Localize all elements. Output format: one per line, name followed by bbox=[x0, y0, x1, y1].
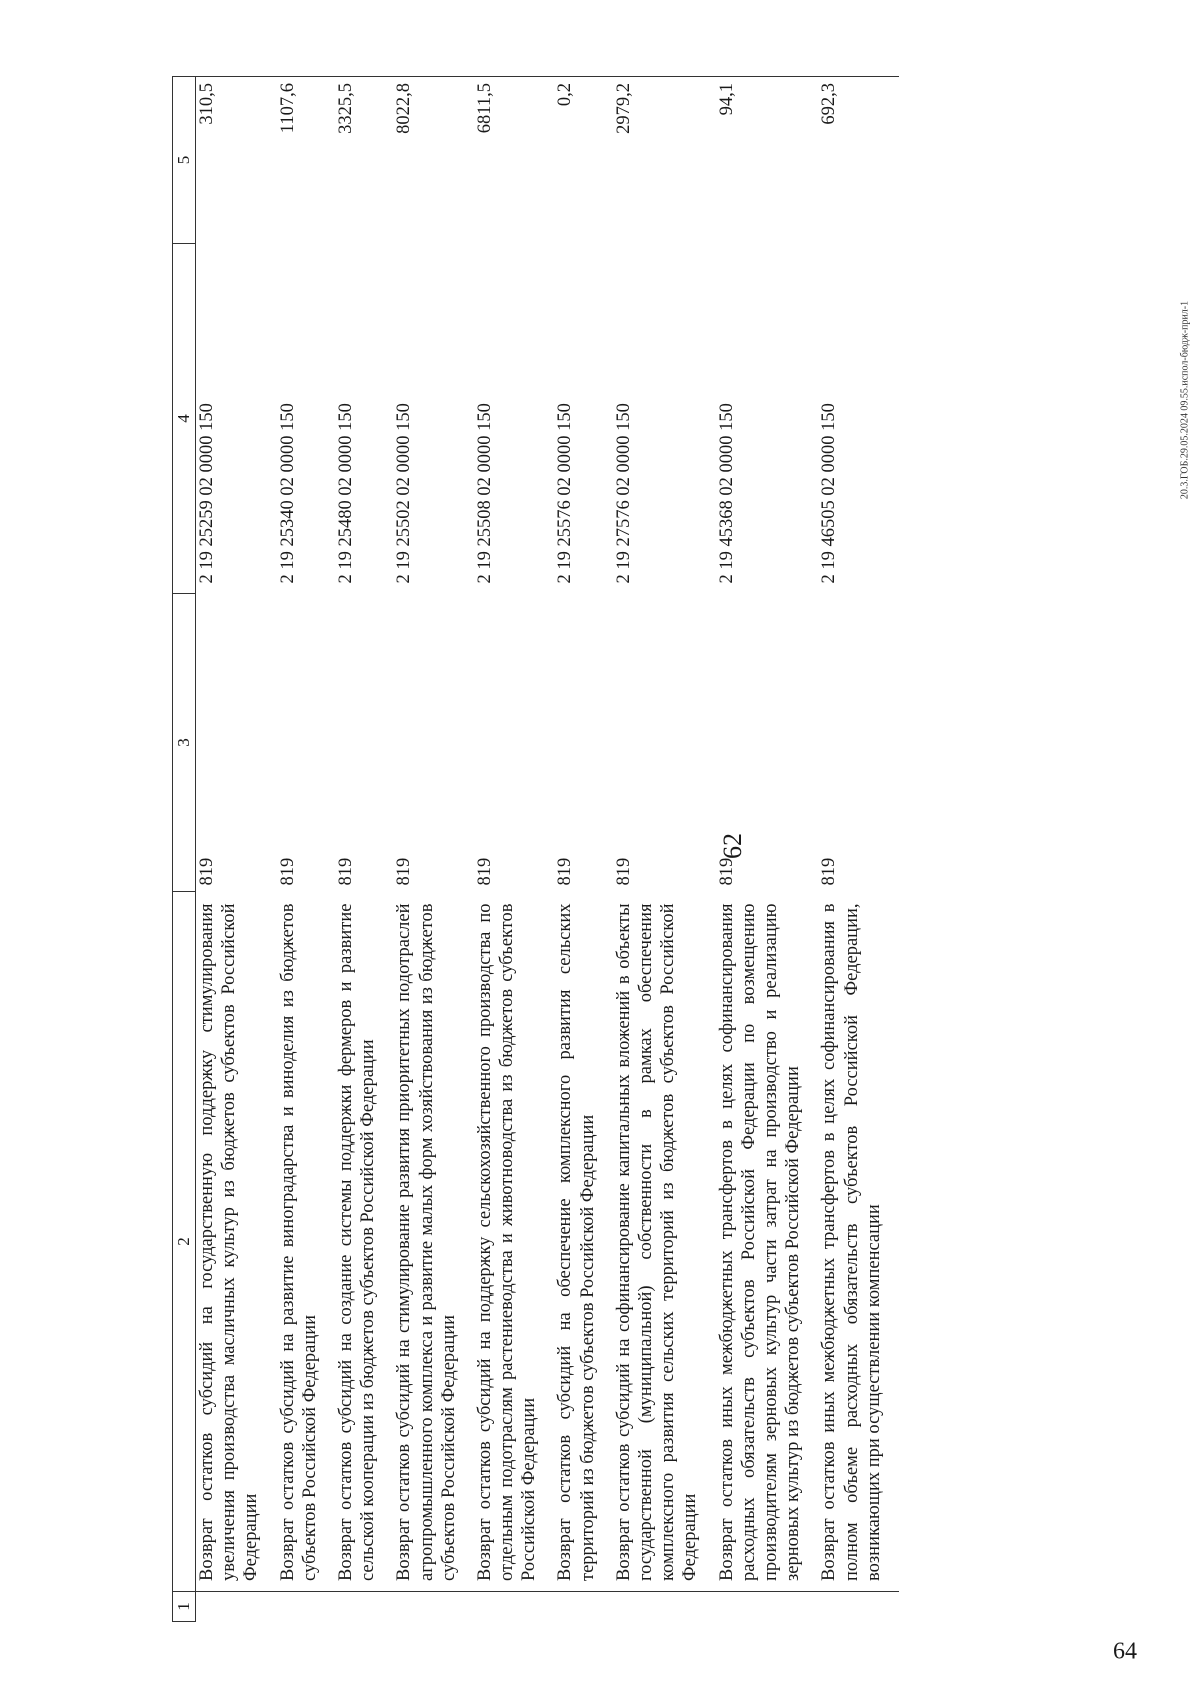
row-description: Возврат остатков иных межбюджетных трансфертов в целях софинансирования в полном объеме расходных обязательств субъектов Российской Федерации, возникающих при осуществлении компенсации bbox=[819, 903, 884, 1581]
row-index-cell bbox=[393, 1592, 474, 1622]
table-row bbox=[474, 77, 555, 1622]
row-amount: 3325,5 bbox=[335, 77, 393, 244]
row-amount: 1107,6 bbox=[277, 77, 335, 244]
row-budget-code: 2 19 25259 02 0000 150 bbox=[197, 403, 217, 584]
header-col-3: 3 bbox=[173, 594, 196, 892]
row-amount: 8022,8 bbox=[393, 77, 474, 244]
table-row bbox=[196, 77, 277, 1622]
row-amount: 310,5 bbox=[196, 77, 277, 244]
row-description: Возврат остатков субсидий на софинансирование капитальных вложений в объекты государственной (муниципальной) собственности в рамках обеспечения комплексного развития сельских территорий из бюджетов субъектов Российской Федерации bbox=[613, 903, 701, 1581]
row-budget-code: 2 19 25576 02 0000 150 bbox=[555, 403, 576, 584]
header-col-4: 4 bbox=[173, 244, 196, 594]
row-description: Возврат остатков субсидий на обеспечение комплексного развития сельских территорий из бюджетов субъектов Российской Федерации bbox=[555, 903, 598, 1581]
row-index-cell bbox=[335, 1592, 393, 1622]
row-budget-code: 2 19 45368 02 0000 150 bbox=[716, 403, 737, 584]
row-description: Возврат остатков субсидий на стимулирование развития приоритетных подотраслей агропромышленного комплекса и развитие малых форм хозяйствования из бюджетов субъектов Российской Федерации bbox=[394, 903, 459, 1581]
row-admin-code: 819 bbox=[335, 857, 356, 886]
row-description: Возврат остатков субсидий на развитие виноградарства и виноделия из бюджетов субъектов Российской Федерации bbox=[277, 903, 320, 1581]
row-index-cell bbox=[474, 1592, 555, 1622]
row-budget-code: 2 19 27576 02 0000 150 bbox=[613, 403, 634, 584]
row-budget-code: 2 19 25340 02 0000 150 bbox=[277, 403, 298, 584]
row-amount: 6811,5 bbox=[474, 77, 555, 244]
row-budget-code: 2 19 25480 02 0000 150 bbox=[335, 403, 356, 584]
header-col-1: 1 bbox=[173, 1592, 196, 1622]
row-index-cell bbox=[613, 1592, 716, 1622]
page-number-bottom: 64 bbox=[1113, 1638, 1137, 1665]
row-amount: 0,2 bbox=[554, 77, 612, 244]
row-budget-code: 2 19 46505 02 0000 150 bbox=[819, 403, 840, 584]
row-index-cell bbox=[818, 1592, 899, 1622]
row-budget-code: 2 19 25502 02 0000 150 bbox=[394, 403, 415, 584]
row-description: Возврат остатков субсидий на поддержку сельскохозяйственного производства по отдельным подотраслям растениеводства и животноводства из бюджетов субъектов Российской Федерации bbox=[474, 903, 540, 1581]
table-row bbox=[277, 77, 335, 1622]
row-amount: 2979,2 bbox=[613, 77, 716, 244]
row-description: Возврат остатков иных межбюджетных трансфертов в целях софинансирования расходных обязательств субъектов Российской Федерации по возмещению производителям зерновых культур части затрат на производство и реализацию зерновых культур из бюджетов субъектов Российской Федерации bbox=[716, 903, 804, 1581]
row-description: Возврат остатков субсидий на создание системы поддержки фермеров и развитие сельской кооперации из бюджетов субъектов Российской Федерации bbox=[335, 903, 379, 1581]
row-index-cell bbox=[716, 1592, 819, 1622]
row-admin-code: 819 bbox=[197, 857, 217, 886]
header-col-2: 2 bbox=[173, 892, 196, 1592]
page-number-top: 62 bbox=[718, 833, 747, 859]
row-amount: 94,1 bbox=[716, 77, 819, 244]
row-index-cell bbox=[277, 1592, 335, 1622]
table-row bbox=[818, 77, 899, 1622]
row-admin-code: 819 bbox=[555, 857, 576, 886]
table-row bbox=[613, 77, 716, 1622]
header-col-5: 5 bbox=[173, 77, 196, 244]
row-admin-code: 819 bbox=[474, 857, 495, 886]
table-header-row bbox=[173, 77, 196, 1622]
rotated-table-container bbox=[172, 77, 1062, 1622]
row-admin-code: 819 bbox=[819, 857, 840, 886]
table-row bbox=[554, 77, 612, 1622]
table-row bbox=[335, 77, 393, 1622]
row-admin-code: 819 bbox=[716, 857, 737, 886]
table-row bbox=[716, 77, 819, 1622]
footer-document-code: 20.3.ГОБ.29.05.2024 09.55.испол-бюдж-прил-1 bbox=[1179, 300, 1191, 500]
row-amount: 692,3 bbox=[818, 77, 899, 244]
row-index-cell bbox=[196, 1592, 277, 1622]
budget-table bbox=[172, 76, 899, 1622]
table-row bbox=[393, 77, 474, 1622]
row-description: Возврат остатков субсидий на государственную поддержку стимулирования увеличения производства масличных культур из бюджетов субъектов Российской Федерации bbox=[197, 903, 262, 1581]
row-admin-code: 819 bbox=[613, 857, 634, 886]
row-admin-code: 819 bbox=[277, 857, 298, 886]
row-budget-code: 2 19 25508 02 0000 150 bbox=[474, 403, 495, 584]
row-index-cell bbox=[554, 1592, 612, 1622]
row-admin-code: 819 bbox=[394, 857, 415, 886]
